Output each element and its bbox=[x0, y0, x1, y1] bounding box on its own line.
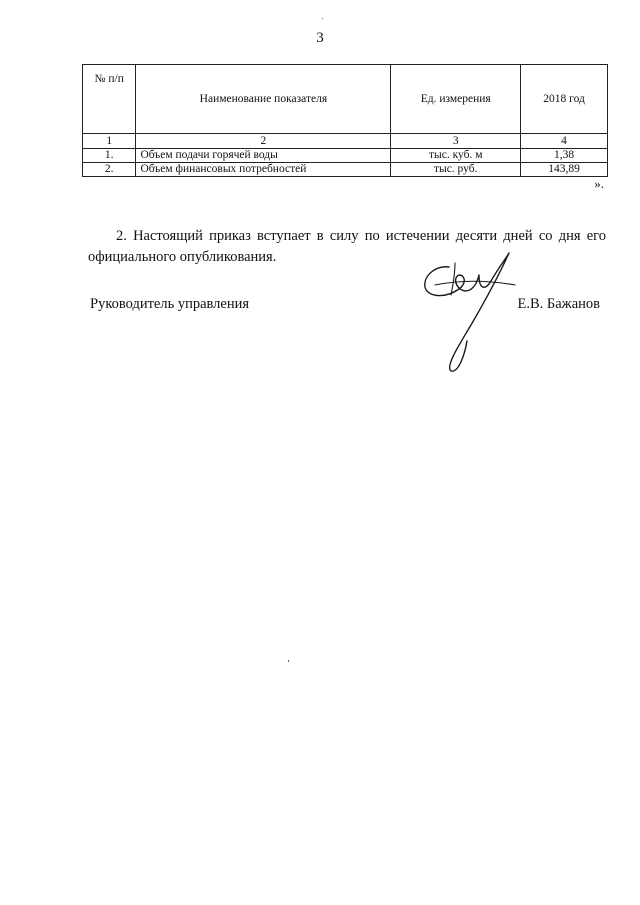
indicators-table bbox=[82, 64, 608, 177]
scan-speck bbox=[288, 660, 289, 662]
column-index: 3 bbox=[391, 134, 521, 149]
scan-speck bbox=[322, 18, 323, 19]
header-indicator-name: Наименование показателя bbox=[136, 65, 391, 134]
header-number: № п/п bbox=[83, 65, 136, 134]
effective-date-paragraph: 2. Настоящий приказ вступает в силу по истечении десяти дней со дня его официального опубликования. bbox=[88, 228, 606, 265]
page-number: 3 bbox=[316, 30, 324, 46]
column-index: 4 bbox=[521, 134, 608, 149]
closing-quote: ». bbox=[594, 176, 604, 191]
row-unit: тыс. куб. м bbox=[391, 149, 521, 163]
column-index-row bbox=[83, 134, 608, 149]
header-year: 2018 год bbox=[521, 65, 608, 134]
column-index: 2 bbox=[136, 134, 391, 149]
header-unit: Ед. измерения bbox=[391, 65, 521, 134]
handwritten-signature bbox=[415, 245, 525, 380]
row-indicator-name: Объем финансовых потребностей bbox=[136, 163, 391, 177]
table-header-row bbox=[83, 65, 608, 134]
signer-name: Е.В. Бажанов bbox=[517, 296, 600, 312]
table-row bbox=[83, 163, 608, 177]
row-indicator-name: Объем подачи горячей воды bbox=[136, 149, 391, 163]
signer-title: Руководитель управления bbox=[90, 296, 250, 312]
row-number: 1. bbox=[83, 149, 136, 163]
row-number: 2. bbox=[83, 163, 136, 177]
row-value: 1,38 bbox=[521, 149, 608, 163]
column-index: 1 bbox=[83, 134, 136, 149]
row-unit: тыс. руб. bbox=[391, 163, 521, 177]
table-row bbox=[83, 149, 608, 163]
row-value: 143,89 bbox=[521, 163, 608, 177]
